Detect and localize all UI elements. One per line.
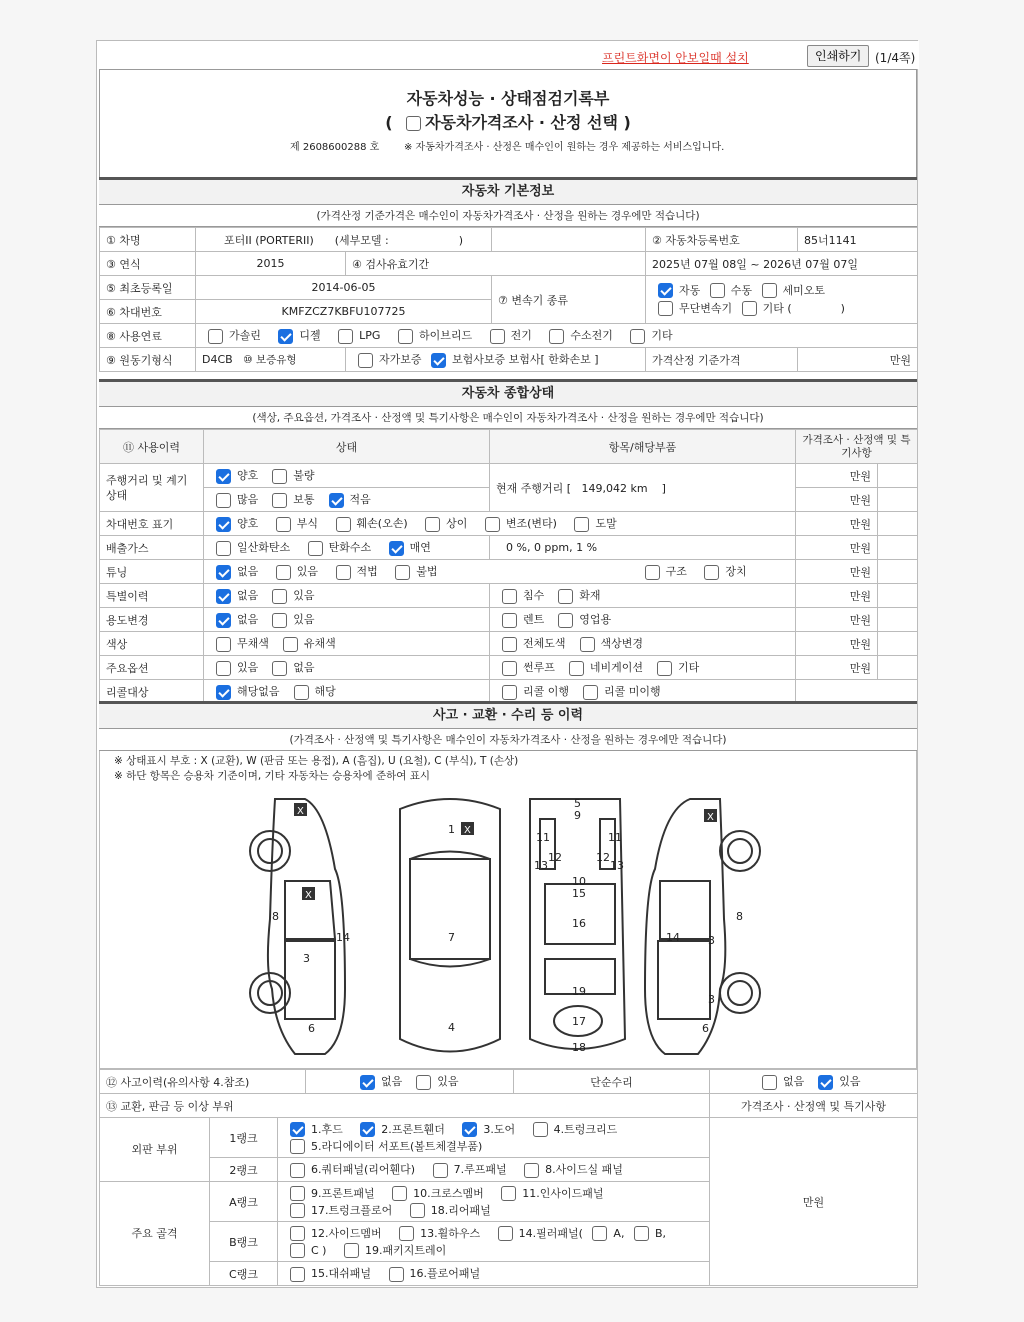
rank2-label: 2랭크: [210, 1158, 278, 1182]
parts-price-unit: 만원: [710, 1118, 918, 1286]
usage-exists-checkbox[interactable]: [272, 613, 287, 628]
special-exists-checkbox[interactable]: [272, 589, 287, 604]
trans-auto-checkbox[interactable]: [658, 283, 673, 298]
frame-label: 주요 골격: [100, 1182, 210, 1286]
price-unit: 만원: [796, 560, 878, 584]
emission-hc-checkbox[interactable]: [308, 541, 323, 556]
print-button[interactable]: 인쇄하기: [807, 45, 869, 67]
price-label: 가격산정 기준가격: [646, 348, 798, 372]
trans-cvt-checkbox[interactable]: [658, 301, 673, 316]
accident-section: [99, 701, 917, 751]
pillar-b-checkbox[interactable]: [634, 1226, 649, 1241]
trans-manual-checkbox[interactable]: [710, 283, 725, 298]
overall-section: [99, 379, 917, 429]
price-unit: 만원: [796, 512, 878, 536]
tuning-device-checkbox[interactable]: [704, 565, 719, 580]
rankA-label: A랭크: [210, 1182, 278, 1222]
floor-panel-checkbox[interactable]: [389, 1267, 404, 1282]
x-mark-2-label: X: [305, 890, 312, 901]
part-10-label: 10: [572, 875, 586, 888]
recall-options: 해당없음 해당: [204, 680, 490, 704]
recall-applicable-checkbox[interactable]: [294, 685, 309, 700]
special-none-checkbox[interactable]: [216, 589, 231, 604]
option-label: 주요옵션: [100, 656, 204, 680]
repair-none-checkbox[interactable]: [762, 1075, 777, 1090]
price-unit: 만원: [796, 464, 878, 488]
section-title: 자동차 종합상태: [99, 382, 917, 406]
reg-no: 85너1141: [798, 228, 918, 252]
chromatic-checkbox[interactable]: [283, 637, 298, 652]
fuel-gasoline-checkbox[interactable]: [208, 329, 223, 344]
trunk-floor-checkbox[interactable]: [290, 1203, 305, 1218]
fire-checkbox[interactable]: [558, 589, 573, 604]
price-unit: 만원: [796, 656, 878, 680]
section-subtitle: (가격산정 기준가격은 매수인이 자동차가격조사 · 산정을 원하는 경우에만 적습니다): [99, 204, 917, 226]
year: 2015: [196, 252, 346, 276]
outer-panel-label: 외판 부위: [100, 1118, 210, 1182]
gauge-bad-checkbox[interactable]: [272, 469, 287, 484]
sunroof-checkbox[interactable]: [502, 661, 517, 676]
part-13-label: 13: [534, 859, 548, 872]
rankA-items: 9.프론트패널 10.크로스멤버 11.인사이드패널 17.트렁크플로어 18.리어패널: [278, 1182, 710, 1222]
rear-panel-checkbox[interactable]: [410, 1203, 425, 1218]
rank2-items: 6.쿼터패널(리어휀다) 7.루프패널 8.사이드실 패널: [278, 1158, 710, 1182]
part-6-label: 6: [308, 1022, 315, 1035]
mileage-many-checkbox[interactable]: [216, 493, 231, 508]
recall-done-checkbox[interactable]: [502, 685, 517, 700]
part-17-label: 17: [572, 1015, 586, 1028]
roof-panel-checkbox[interactable]: [433, 1163, 448, 1178]
tuning-illegal-checkbox[interactable]: [395, 565, 410, 580]
tuning-structure-checkbox[interactable]: [645, 565, 660, 580]
simple-repair-label: 단순수리: [514, 1070, 710, 1094]
section-title: 사고 · 교환 · 수리 등 이력: [99, 704, 917, 728]
part-9-label: 9: [574, 809, 581, 822]
col-price: 가격조사 · 산정액 및 특기사항: [796, 430, 918, 464]
x-mark-1-label: X: [297, 806, 304, 817]
usage-items: 렌트 영업용: [490, 608, 796, 632]
full-paint-checkbox[interactable]: [502, 637, 517, 652]
current-mileage: 현재 주행거리 [ 149,042 km ]: [490, 464, 796, 512]
mileage-few-checkbox[interactable]: [329, 493, 344, 508]
fuel-etc-checkbox[interactable]: [630, 329, 645, 344]
header-note: ※ 자동차가격조사 · 산정은 매수인이 원하는 경우 제공하는 서비스입니다.: [404, 142, 725, 153]
basic-info-section: [99, 177, 917, 227]
recall-not-checkbox[interactable]: [583, 685, 598, 700]
option-options: 있음 없음: [204, 656, 490, 680]
x-mark-3-label: X: [464, 825, 471, 836]
accident-history-table: [99, 1069, 918, 1118]
mileage-normal-checkbox[interactable]: [272, 493, 287, 508]
rank1-label: 1랭크: [210, 1118, 278, 1158]
usage-none-checkbox[interactable]: [216, 613, 231, 628]
car-name: 포터II (PORTERII) (세부모델 : ): [196, 228, 492, 252]
part-15-label: 15: [572, 887, 586, 900]
recall-label: 리콜대상: [100, 680, 204, 704]
part-12b-label: 12: [596, 851, 610, 864]
form-title: 자동차성능 · 상태점검기록부: [406, 89, 610, 108]
tuning-exists-checkbox[interactable]: [276, 565, 291, 580]
price-unit: 만원: [796, 632, 878, 656]
usage-options: 없음 있음: [204, 608, 490, 632]
flood-checkbox[interactable]: [502, 589, 517, 604]
basic-info-table: [99, 227, 918, 372]
section-subtitle: (색상, 주요옵션, 가격조사 · 산정액 및 특기사항은 매수인이 자동차가격조사 · 산정을 원하는 경우에만 적습니다): [99, 406, 917, 428]
first-reg: 2014-06-05: [196, 276, 492, 300]
reg-no-label: ② 자동차등록번호: [646, 228, 798, 252]
fuel-electric-checkbox[interactable]: [490, 329, 505, 344]
rankC-items: 15.대쉬패널 16.플로어패널: [278, 1262, 710, 1286]
wheel-house-checkbox[interactable]: [399, 1226, 414, 1241]
rankC-label: C랭크: [210, 1262, 278, 1286]
first-reg-label: ⑤ 최초등록일: [100, 276, 196, 300]
year-label: ③ 연식: [100, 252, 196, 276]
part-6b-label: 6: [702, 1022, 709, 1035]
side-sill-checkbox[interactable]: [524, 1163, 539, 1178]
part-5-label: 5: [574, 797, 581, 810]
emission-label: 배출가스: [100, 536, 204, 560]
trans-etc-checkbox[interactable]: [742, 301, 757, 316]
emission-co-checkbox[interactable]: [216, 541, 231, 556]
door-checkbox[interactable]: [462, 1122, 477, 1137]
top-bar: [97, 41, 919, 69]
special-items: 침수 화재: [490, 584, 796, 608]
emission-smoke-checkbox[interactable]: [389, 541, 404, 556]
part-11-label: 11: [536, 831, 550, 844]
warranty-self-checkbox[interactable]: [358, 353, 373, 368]
side-member-checkbox[interactable]: [290, 1226, 305, 1241]
color-label: 색상: [100, 632, 204, 656]
mileage-state: 양호 불량: [204, 464, 490, 488]
rankB-items: 12.사이드멤버 13.휠하우스 14.필러패널( A, B, C ) 19.패키지트레이: [278, 1222, 710, 1262]
status-legend: [99, 751, 917, 789]
section-subtitle: (가격조사 · 산정액 및 특기사항은 매수인이 자동차가격조사 · 산정을 원하는 경우에만 적습니다): [99, 728, 917, 750]
tuning-none-checkbox[interactable]: [216, 565, 231, 580]
accident-exists-checkbox[interactable]: [416, 1075, 431, 1090]
front-fender-checkbox[interactable]: [360, 1122, 375, 1137]
col-items: 항목/해당부품: [490, 430, 796, 464]
color-change-checkbox[interactable]: [580, 637, 595, 652]
color-items: 전체도색 색상변경: [490, 632, 796, 656]
col-history: ⑪ 사용이력: [100, 430, 204, 464]
car-diagram: [99, 789, 917, 1069]
car-name-label: ① 차명: [100, 228, 196, 252]
part-18-label: 18: [572, 1041, 586, 1054]
tuning-options: 없음 있음 적법 불법 구조 장치: [204, 560, 796, 584]
vin-mark-label: 차대번호 표기: [100, 512, 204, 536]
hood-checkbox[interactable]: [290, 1122, 305, 1137]
vin-mismatch-checkbox[interactable]: [425, 517, 440, 532]
emission-options: 일산화탄소 탄화수소 매연: [204, 536, 490, 560]
radiator-support-checkbox[interactable]: [290, 1139, 305, 1154]
price-unit: 만원: [796, 608, 878, 632]
part-8b-label: 8: [736, 910, 743, 923]
fuel-hydrogen-checkbox[interactable]: [549, 329, 564, 344]
part-16-label: 16: [572, 917, 586, 930]
price-unit: 만원: [796, 584, 878, 608]
navi-checkbox[interactable]: [569, 661, 584, 676]
part-4-label: 4: [448, 1021, 455, 1034]
pillar-a-checkbox[interactable]: [592, 1226, 607, 1241]
rent-checkbox[interactable]: [502, 613, 517, 628]
part-11b-label: 11: [608, 831, 622, 844]
fuel-diesel-checkbox[interactable]: [278, 329, 293, 344]
page-number: (1/4쪽): [875, 51, 916, 65]
usage-label: 용도변경: [100, 608, 204, 632]
price-check-checkbox[interactable]: [406, 116, 421, 131]
form-subtitle: ( 자동차가격조사 · 산정 선택 ): [385, 113, 631, 132]
vin-corrosion-checkbox[interactable]: [276, 517, 291, 532]
mileage-amount: 많음 보통 적음: [204, 488, 490, 512]
recall-na-checkbox[interactable]: [216, 685, 231, 700]
vin-damage-checkbox[interactable]: [336, 517, 351, 532]
engine-warranty: D4CB ⑩ 보증유형: [196, 348, 346, 372]
pillar-c-checkbox[interactable]: [290, 1243, 305, 1258]
vin-mark-options: 양호 부식 훼손(오손) 상이 변조(변타) 도말: [204, 512, 796, 536]
price-unit: 만원: [796, 536, 878, 560]
warranty-insurance-checkbox[interactable]: [431, 353, 446, 368]
tuning-legal-checkbox[interactable]: [336, 565, 351, 580]
trans-semi-checkbox[interactable]: [762, 283, 777, 298]
business-checkbox[interactable]: [558, 613, 573, 628]
price-unit: 만원: [798, 348, 918, 372]
vin-smeared-checkbox[interactable]: [574, 517, 589, 532]
rank1-items: 1.후드 2.프론트휀더 3.도어 4.트렁크리드 5.라디에이터 서포트(볼트체결부품): [278, 1118, 710, 1158]
option-etc-checkbox[interactable]: [657, 661, 672, 676]
legend-note: ※ 하단 항목은 승용차 기준이며, 기타 자동차는 승용차에 준하여 표시: [114, 770, 431, 782]
option-none-checkbox[interactable]: [272, 661, 287, 676]
repair-exists-checkbox[interactable]: [818, 1075, 833, 1090]
vin-label: ⑥ 차대번호: [100, 300, 196, 324]
option-items: 썬루프 네비게이션 기타: [490, 656, 796, 680]
fuel-label: ⑧ 사용연료: [100, 324, 196, 348]
trunk-lid-checkbox[interactable]: [533, 1122, 548, 1137]
part-8-label: 8: [272, 910, 279, 923]
form-header: [99, 69, 917, 177]
option-exists-checkbox[interactable]: [216, 661, 231, 676]
part-3c-label: 3: [708, 993, 715, 1006]
vin-good-checkbox[interactable]: [216, 517, 231, 532]
tuning-label: 튜닝: [100, 560, 204, 584]
part-1-label: 1: [448, 823, 455, 836]
inspection-form: [96, 40, 918, 1288]
part-12-label: 12: [548, 851, 562, 864]
special-options: 없음 있음: [204, 584, 490, 608]
install-print-link[interactable]: 프린트화면이 안보일때 설치: [602, 51, 749, 65]
special-label: 특별이력: [100, 584, 204, 608]
parts-label: ⑬ 교환, 판금 등 이상 부위: [100, 1094, 710, 1118]
transmission-options: 자동 수동 세미오토 무단변속기 기타 ( ): [646, 276, 918, 324]
overall-table: [99, 429, 918, 704]
part-19-label: 19: [572, 985, 586, 998]
quarter-panel-checkbox[interactable]: [290, 1163, 305, 1178]
part-3-label: 3: [303, 952, 310, 965]
part-14b-label: 14: [666, 931, 680, 944]
transmission-label: ⑦ 변속기 종류: [492, 276, 646, 324]
vin-altered-checkbox[interactable]: [485, 517, 500, 532]
color-options: 무채색 유채색: [204, 632, 490, 656]
front-panel-checkbox[interactable]: [290, 1186, 305, 1201]
simple-repair-options: 없음 있음: [710, 1070, 918, 1094]
engine-label: ⑨ 원동기형식: [100, 348, 196, 372]
price-unit: 만원: [796, 488, 878, 512]
part-3b-label: 3: [708, 934, 715, 947]
accident-none-checkbox[interactable]: [360, 1075, 375, 1090]
warranty-options: 자가보증 보험사보증 보험사[ 한화손보 ]: [346, 348, 646, 372]
section-title: 자동차 기본정보: [99, 180, 917, 204]
accident-history-options: 없음 있음: [306, 1070, 514, 1094]
part-14-label: 14: [336, 931, 350, 944]
vin: KMFZCZ7KBFU107725: [196, 300, 492, 324]
gauge-good-checkbox[interactable]: [216, 469, 231, 484]
mileage-label: 주행거리 및 계기상태: [100, 464, 204, 512]
inside-panel-checkbox[interactable]: [501, 1186, 516, 1201]
recall-items: 리콜 이행 리콜 미이행: [490, 680, 796, 704]
inspect-period: 2025년 07월 08일 ~ 2026년 07월 07일: [646, 252, 918, 276]
achromatic-checkbox[interactable]: [216, 637, 231, 652]
car-diagram-svg: [100, 789, 916, 1067]
legend-symbols: ※ 상태표시 부호 : X (교환), W (판금 또는 용접), A (흠집), U (요철), C (부식), T (손상): [114, 755, 519, 767]
emission-values: 0 %, 0 ppm, 1 %: [490, 536, 796, 560]
price-note: 가격조사 · 산정액 및 특기사항: [710, 1094, 918, 1118]
parts-table: [99, 1117, 918, 1286]
part-13b-label: 13: [610, 859, 624, 872]
pillar-panel-checkbox[interactable]: [498, 1226, 513, 1241]
dash-panel-checkbox[interactable]: [290, 1267, 305, 1282]
fuel-lpg-checkbox[interactable]: [338, 329, 353, 344]
fuel-options: 가솔린 디젤 LPG 하이브리드 전기 수소전기 기타: [196, 324, 918, 348]
cross-member-checkbox[interactable]: [392, 1186, 407, 1201]
inspect-label: ④ 검사유효기간: [346, 252, 646, 276]
accident-history-label: ⑫ 사고이력(유의사항 4.참조): [100, 1070, 306, 1094]
x-mark-4-label: X: [707, 812, 714, 823]
col-status: 상태: [204, 430, 490, 464]
doc-number: 제 2608600288 호: [290, 142, 380, 153]
fuel-hybrid-checkbox[interactable]: [398, 329, 413, 344]
rankB-label: B랭크: [210, 1222, 278, 1262]
package-tray-checkbox[interactable]: [344, 1243, 359, 1258]
part-7-label: 7: [448, 931, 455, 944]
